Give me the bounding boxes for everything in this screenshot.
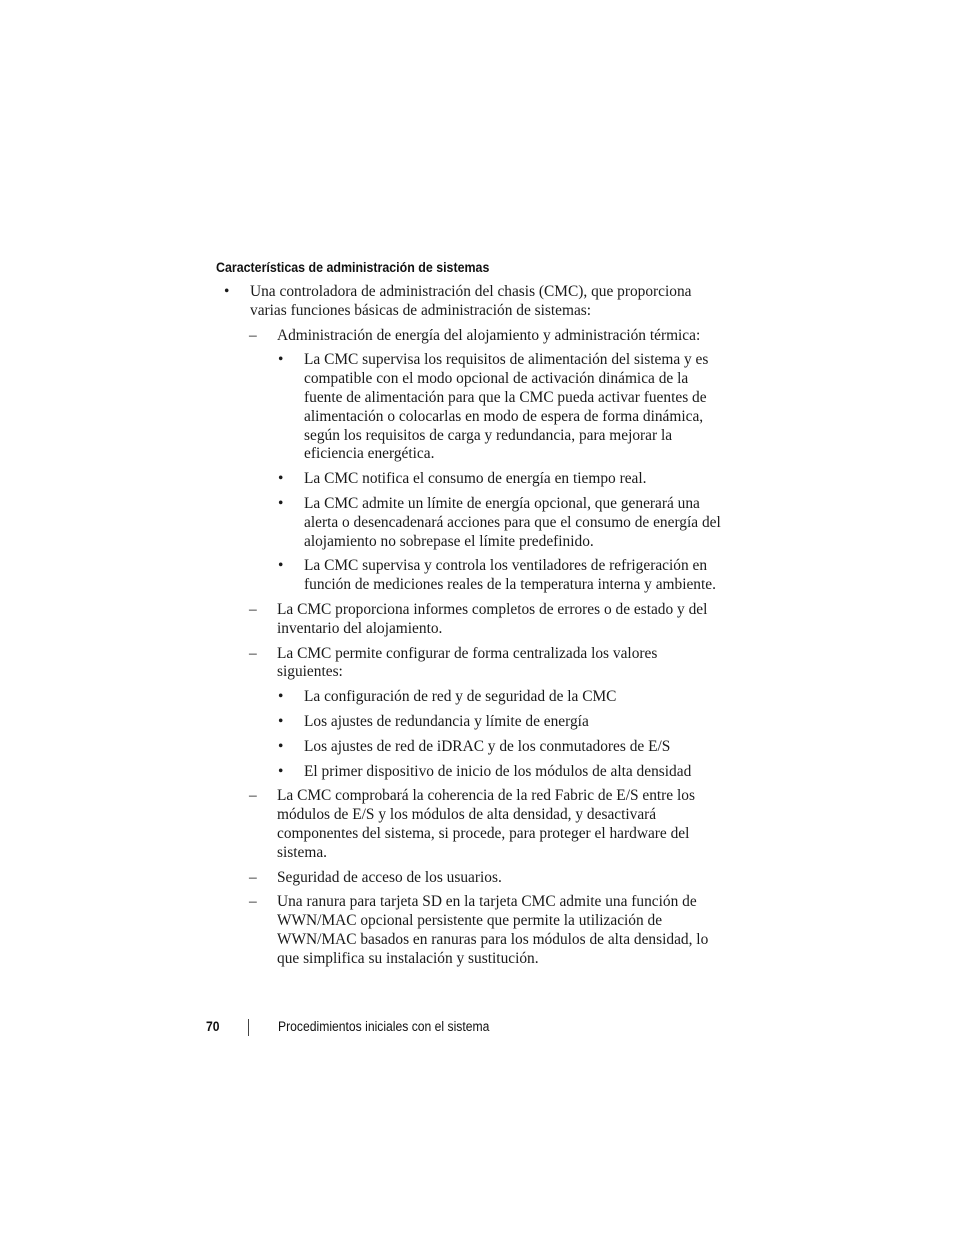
- list-item-text: Administración de energía del alojamiento y administración térmica:: [277, 326, 701, 344]
- list-item-reports: [249, 600, 727, 639]
- bullet-marker: •: [278, 494, 284, 512]
- list-item-power-report: [278, 470, 724, 489]
- list-item-config-boot: [278, 762, 724, 782]
- list-item-text: Los ajustes de red de iDRAC y de los conmutadores de E/S: [304, 737, 671, 755]
- list-item-text: Una ranura para tarjeta SD en la tarjeta CMC admite una función de WWN/MAC opcional persistente que permite la utilización de WWN/MAC basados en ranuras para los módulos de alta densidad, lo que simplifica su instalación y sustitución.: [277, 893, 709, 967]
- dash-marker: –: [249, 787, 257, 805]
- bullet-marker: •: [278, 688, 284, 706]
- list-item-text: Seguridad de acceso de los usuarios.: [277, 868, 502, 886]
- list-item-fans: [278, 557, 724, 595]
- page-number: 70: [206, 1019, 220, 1034]
- feature-list: [0, 283, 954, 969]
- section-heading: Características de administración de sistemas: [216, 260, 490, 275]
- dash-marker: –: [249, 893, 257, 911]
- list-item-power-thermal: [249, 326, 727, 346]
- list-item-text: La CMC supervisa y controla los ventiladores de refrigeración en función de mediciones reales de la temperatura interna y ambiente.: [304, 557, 716, 594]
- list-item-central-config: [249, 644, 727, 683]
- list-item-fabric-check: [249, 787, 727, 862]
- list-item-text: La CMC supervisa los requisitos de alimentación del sistema y es compatible con el modo opcional de activación dinámica de la fuente de alimentación para que la CMC pueda activar fuentes de alimentación o colocarlas en modo de espera de forma dinámica, según los requisitos de carga y redundancia, para mejorar la eficiencia energética.: [304, 351, 709, 463]
- bullet-marker: •: [278, 470, 284, 488]
- bullet-marker: •: [278, 762, 284, 780]
- footer-title: Procedimientos iniciales con el sistema: [278, 1019, 490, 1034]
- list-item-sd-slot: [249, 893, 727, 968]
- list-item-text: La configuración de red y de seguridad de la CMC: [304, 688, 617, 706]
- list-item-text: Los ajustes de redundancia y límite de energía: [304, 712, 589, 730]
- list-item-text: El primer dispositivo de inicio de los módulos de alta densidad: [304, 762, 692, 780]
- footer-divider: [248, 1019, 249, 1036]
- list-item-cmc-intro: [224, 283, 720, 321]
- list-item-text: La CMC permite configurar de forma centralizada los valores siguientes:: [277, 644, 658, 681]
- list-item-text: La CMC admite un límite de energía opcional, que generará una alerta o desencadenará acciones para que el consumo de energía del alojamiento no sobrepase el límite predefinido.: [304, 494, 721, 550]
- dash-marker: –: [249, 868, 257, 886]
- bullet-marker: •: [278, 737, 284, 755]
- list-item-text: La CMC proporciona informes completos de errores o de estado y del inventario del alojamiento.: [277, 600, 708, 637]
- list-item-text: La CMC notifica el consumo de energía en tiempo real.: [304, 470, 647, 488]
- bullet-marker: •: [278, 712, 284, 730]
- bullet-marker: •: [278, 557, 284, 575]
- list-item-config-idrac: [278, 737, 724, 757]
- list-item-text: Una controladora de administración del chasis (CMC), que proporciona varias funciones básicas de administración de sistemas:: [250, 283, 692, 319]
- list-item-user-security: [249, 868, 727, 888]
- list-item-power-limit: [278, 494, 724, 551]
- dash-marker: –: [249, 644, 257, 662]
- list-item-config-network: [278, 688, 724, 707]
- bullet-marker: •: [224, 283, 230, 300]
- list-item-config-redundancy: [278, 712, 724, 732]
- dash-marker: –: [249, 600, 257, 618]
- list-item-text: La CMC comprobará la coherencia de la red Fabric de E/S entre los módulos de E/S y los módulos de alta densidad, y desactivará componentes del sistema, si procede, para proteger el hardware del sistema.: [277, 787, 695, 861]
- dash-marker: –: [249, 326, 257, 344]
- list-item-power-supervise: [278, 351, 724, 464]
- bullet-marker: •: [278, 351, 284, 369]
